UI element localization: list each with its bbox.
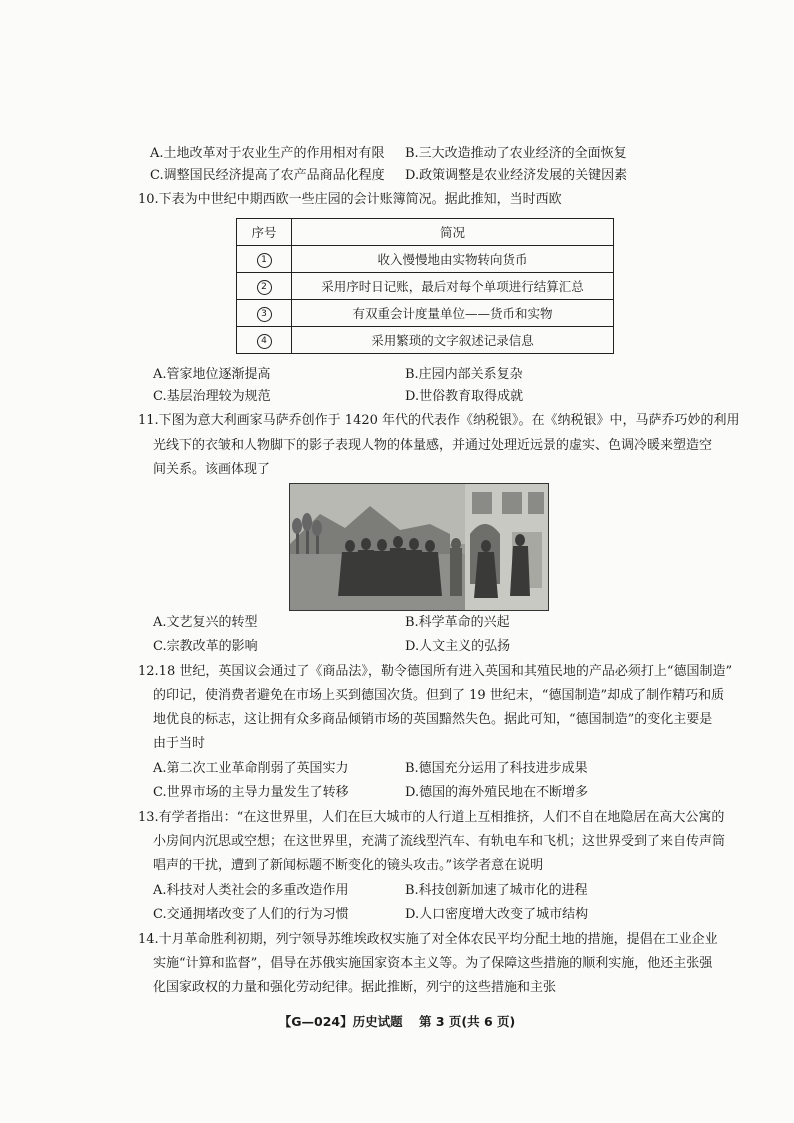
- table-row: [237, 273, 614, 300]
- q11-stem-line-1: 11.下图为意大利画家马萨乔创作于 1420 年代的代表作《纳税银》。在《纳税银》中，马萨乔巧妙的利用: [138, 413, 740, 428]
- q13-option-a: A.科技对人类社会的多重改造作用: [153, 883, 349, 898]
- q13-stem-line-3: 唱声的干扰，遭到了新闻标题不断变化的镜头攻击。”该学者意在说明: [153, 858, 544, 873]
- q11-stem-line-2: 光线下的衣皱和人物脚下的影子表现人物的体量感，并通过处理近远景的虚实、色调冷暖来塑造空: [153, 438, 713, 453]
- q11-option-d: D.人文主义的弘扬: [405, 639, 511, 654]
- q9-option-b: B.三大改造推动了农业经济的全面恢复: [405, 146, 627, 161]
- q10-stem: 10.下表为中世纪中期西欧一些庄园的会计账簿简况。据此推知，当时西欧: [138, 192, 562, 207]
- table-row: [237, 300, 614, 327]
- row-text: 采用序时日记账，最后对每个单项进行结算汇总: [292, 273, 614, 300]
- q13-option-c: C.交通拥堵改变了人们的行为习惯: [153, 907, 349, 922]
- q12-stem-line-1: 12.18 世纪，英国议会通过了《商品法》，勒令德国所有进入英国和其殖民地的产品必须打上“德国制造”: [138, 664, 733, 679]
- q12-option-a: A.第二次工业革命削弱了英国实力: [153, 761, 349, 776]
- q9-option-d: D.政策调整是农业经济发展的关键因素: [405, 168, 628, 183]
- row-number: 1: [257, 253, 272, 268]
- row-text: 有双重会计度量单位——货币和实物: [292, 300, 614, 327]
- row-text: 收入慢慢地由实物转向货币: [292, 246, 614, 273]
- q13-option-d: D.人口密度增大改变了城市结构: [405, 907, 589, 922]
- row-number: 2: [257, 280, 272, 295]
- page-footer: [0, 1012, 794, 1030]
- q13-stem-line-2: 小房间内沉思或空想；在这世界里，充满了流线型汽车、有轨电车和飞机；这世界受到了来自传声筒: [153, 834, 726, 849]
- q10-option-c: C.基层治理较为规范: [153, 389, 271, 404]
- q9-option-c: C.调整国民经济提高了农产品商品化程度: [150, 168, 385, 183]
- row-text: 采用繁琐的文字叙述记录信息: [292, 327, 614, 354]
- q12-stem-line-2: 的印记，使消费者避免在市场上买到德国次货。但到了 19 世纪末，“德国制造”却成了制作精巧和质: [153, 688, 725, 703]
- row-number: 3: [257, 307, 272, 322]
- q12-stem-line-3: 地优良的标志，这让拥有众多商品倾销市场的英国黯然失色。据此可知，“德国制造”的变化主要是: [153, 712, 713, 727]
- q14-stem-line-2: 实施“计算和监督”，倡导在苏俄实施国家资本主义等。为了保障这些措施的顺利实施，他还主张强: [153, 956, 713, 971]
- page-number: 第 3 页(共 6 页): [418, 1014, 516, 1029]
- q10-option-b: B.庄园内部关系复杂: [405, 367, 523, 382]
- exam-code: 【G—024】历史试题: [278, 1014, 403, 1029]
- q11-option-a: A.文艺复兴的转型: [153, 615, 258, 630]
- q12-option-d: D.德国的海外殖民地在不断增多: [405, 785, 589, 800]
- table-header-row: [237, 219, 614, 246]
- q11-option-b: B.科学革命的兴起: [405, 615, 510, 630]
- table-row: [237, 246, 614, 273]
- q9-option-a: A.土地改革对于农业生产的作用相对有限: [150, 146, 385, 161]
- accounting-table: [236, 218, 614, 354]
- q12-stem-line-4: 由于当时: [153, 736, 206, 751]
- q10-option-d: D.世俗教育取得成就: [405, 389, 524, 404]
- row-number: 4: [257, 334, 272, 349]
- q11-stem-line-3: 间关系。该画体现了: [153, 462, 271, 477]
- q12-option-b: B.德国充分运用了科技进步成果: [405, 761, 588, 776]
- table-header-desc: 简况: [292, 219, 614, 246]
- table-row: [237, 327, 614, 354]
- q13-option-b: B.科技创新加速了城市化的进程: [405, 883, 588, 898]
- q12-option-c: C.世界市场的主导力量发生了转移: [153, 785, 349, 800]
- q14-stem-line-3: 化国家政权的力量和强化劳动纪律。据此推断，列宁的这些措施和主张: [153, 980, 557, 995]
- painting-image: [290, 484, 548, 610]
- q10-option-a: A.管家地位逐渐提高: [153, 367, 271, 382]
- tribute-money-painting: [289, 483, 549, 611]
- q13-stem-line-1: 13.有学者指出：“在这世界里，人们在巨大城市的人行道上互相推挤，人们不自在地隐居在高大公寓的: [138, 810, 725, 825]
- table-header-num: 序号: [237, 219, 292, 246]
- q11-option-c: C.宗教改革的影响: [153, 639, 258, 654]
- q14-stem-line-1: 14.十月革命胜利初期，列宁领导苏维埃政权实施了对全体农民平均分配土地的措施，提倡在工业企业: [138, 932, 718, 947]
